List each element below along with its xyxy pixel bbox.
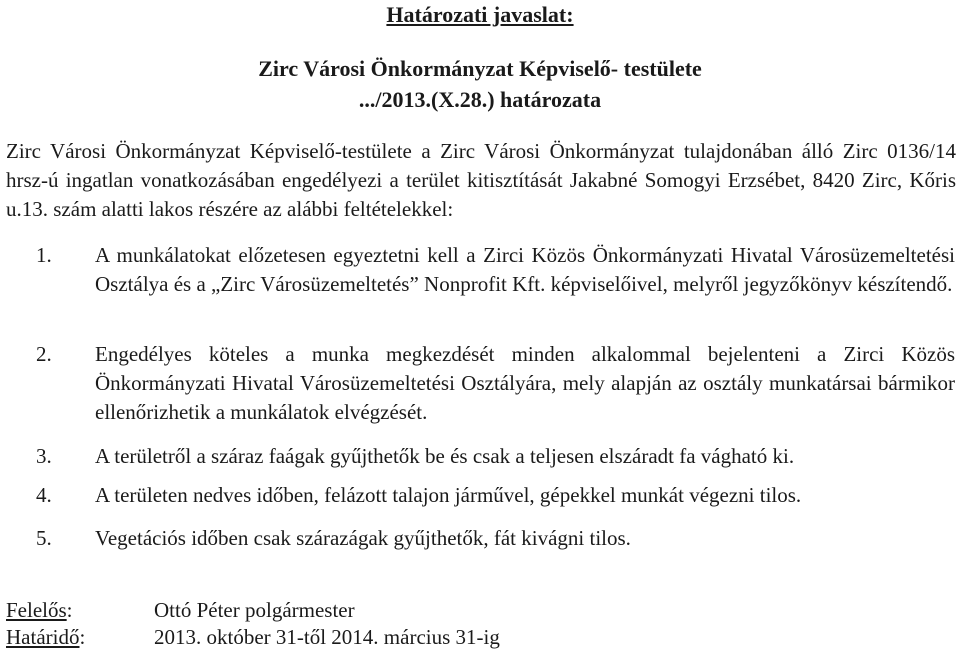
item-text: Vegetációs időben csak szárazágak gyűjthetők, fát kivágni tilos. xyxy=(95,526,631,550)
item-number: 1. xyxy=(36,243,52,267)
deadline-value: 2013. október 31-től 2014. március 31-ig xyxy=(154,625,500,649)
item-text: A területen nedves időben, felázott talajon járművel, gépekkel munkát végezni tilos. xyxy=(95,483,802,507)
item-number: 3. xyxy=(36,444,52,468)
responsible-value: Ottó Péter polgármester xyxy=(154,598,355,622)
item-number: 4. xyxy=(36,483,52,507)
responsible-colon: : xyxy=(66,598,73,622)
intro-paragraph: Zirc Városi Önkormányzat Képviselő-testülete a Zirc Városi Önkormányzat tulajdonában álló Zirc 0136/14 hrsz-ú ingatlan vonatkozásában engedélyezi a terület kitisztítását Jakabné Somogyi Erzsébet, 8420 Zirc, Kőris u.13. szám alatti lakos részére az alábbi feltételekkel: xyxy=(6,139,956,221)
responsible-label: Felelős xyxy=(6,598,67,622)
item-text: A munkálatokat előzetesen egyeztetni kell a Zirci Közös Önkormányzati Hivatal Városüzemeltetési Osztálya és a „Zirc Városüzemeltetés” Nonprofit Kft. képviselőivel, melyről jegyzőkönyv készítendő. xyxy=(95,243,955,296)
document-subtitle: Zirc Városi Önkormányzat Képviselő- testülete xyxy=(258,56,702,81)
item-number: 2. xyxy=(36,342,52,366)
resolution-number: .../2013.(X.28.) határozata xyxy=(358,87,602,112)
item-number: 5. xyxy=(36,526,52,550)
item-text: A területről a száraz faágak gyűjthetők be és csak a teljesen elszáradt fa vágható ki. xyxy=(95,444,795,468)
deadline-colon: : xyxy=(79,625,86,649)
deadline-label: Határidő xyxy=(6,625,80,649)
deadline-label-group xyxy=(6,624,85,650)
responsible-label-group xyxy=(6,597,73,623)
item-text: Engedélyes köteles a munka megkezdését minden alkalommal bejelenteni a Zirci Közös Önkormányzati Hivatal Városüzemeltetési Osztályára, mely alapján az osztály munkatársai bármikor ellenőrizhetik a munkálatok elvégzését. xyxy=(95,342,955,424)
document-title: Határozati javaslat: xyxy=(386,2,574,27)
